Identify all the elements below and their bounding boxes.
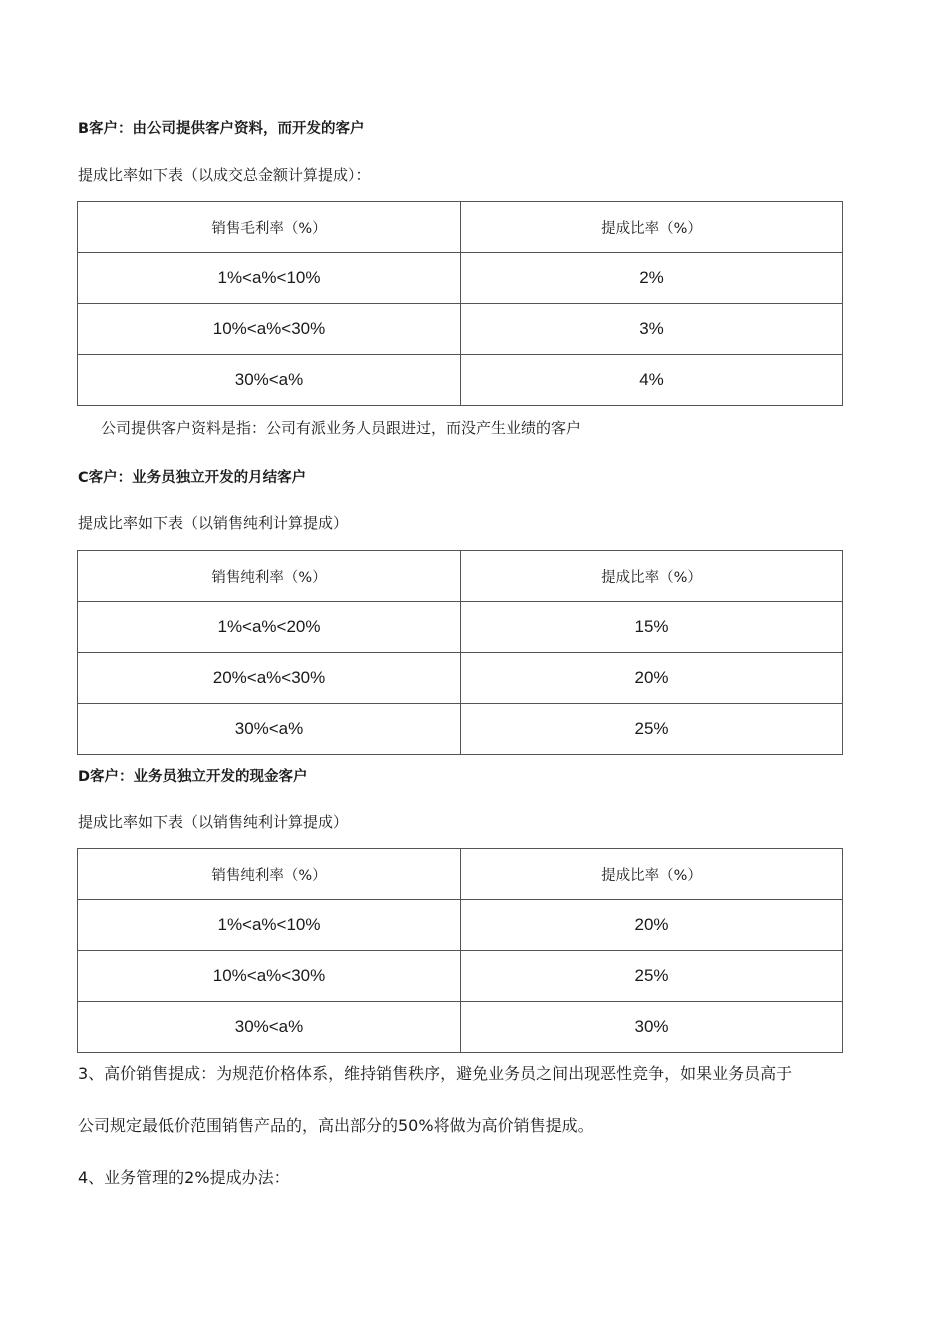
table-cell: 3% [461, 304, 843, 355]
table-row [78, 602, 843, 653]
table-header-cell: 提成比率（%） [461, 551, 843, 602]
table-cell: 30%<a% [78, 704, 461, 755]
table-cell: 1%<a%<10% [78, 253, 461, 304]
high-price-paragraph-line-1: 3、高价销售提成：为规范价格体系，维持销售秩序，避免业务员之间出现恶性竞争，如果业务员高于 [78, 1064, 793, 1083]
table-cell: 10%<a%<30% [78, 304, 461, 355]
section-b-rate-table [77, 201, 843, 406]
management-paragraph: 4、业务管理的2%提成办法： [78, 1168, 290, 1187]
table-cell: 20% [461, 900, 843, 951]
table-row [78, 900, 843, 951]
table-row [78, 653, 843, 704]
table-row [78, 704, 843, 755]
table-cell: 25% [461, 951, 843, 1002]
table-cell: 25% [461, 704, 843, 755]
table-cell: 2% [461, 253, 843, 304]
table-row [78, 951, 843, 1002]
table-cell: 4% [461, 355, 843, 406]
section-b-heading: B客户：由公司提供客户资料，而开发的客户 [78, 121, 365, 137]
table-row [78, 304, 843, 355]
section-c-intro: 提成比率如下表（以销售纯利计算提成） [78, 514, 349, 532]
table-header-cell: 提成比率（%） [461, 849, 843, 900]
section-d-heading: D客户：业务员独立开发的现金客户 [78, 769, 308, 785]
table-row [78, 355, 843, 406]
table-header-row [78, 849, 843, 900]
table-header-row [78, 551, 843, 602]
table-row [78, 1002, 843, 1053]
table-header-row [78, 202, 843, 253]
table-cell: 20%<a%<30% [78, 653, 461, 704]
section-b-note: 公司提供客户资料是指：公司有派业务人员跟进过，而没产生业绩的客户 [101, 419, 582, 437]
high-price-paragraph-line-2: 公司规定最低价范围销售产品的，高出部分的50%将做为高价销售提成。 [78, 1116, 594, 1135]
section-d-intro: 提成比率如下表（以销售纯利计算提成） [78, 813, 349, 831]
table-cell: 15% [461, 602, 843, 653]
table-cell: 10%<a%<30% [78, 951, 461, 1002]
table-cell: 30%<a% [78, 355, 461, 406]
table-header-cell: 销售纯利率（%） [78, 551, 461, 602]
section-d-rate-table [77, 848, 843, 1053]
table-header-cell: 销售毛利率（%） [78, 202, 461, 253]
table-header-cell: 销售纯利率（%） [78, 849, 461, 900]
table-cell: 20% [461, 653, 843, 704]
section-c-rate-table [77, 550, 843, 755]
table-cell: 30%<a% [78, 1002, 461, 1053]
table-header-cell: 提成比率（%） [461, 202, 843, 253]
table-cell: 30% [461, 1002, 843, 1053]
section-c-heading: C客户：业务员独立开发的月结客户 [78, 470, 307, 486]
table-cell: 1%<a%<10% [78, 900, 461, 951]
table-row [78, 253, 843, 304]
table-cell: 1%<a%<20% [78, 602, 461, 653]
section-b-intro: 提成比率如下表（以成交总金额计算提成）： [78, 166, 371, 184]
